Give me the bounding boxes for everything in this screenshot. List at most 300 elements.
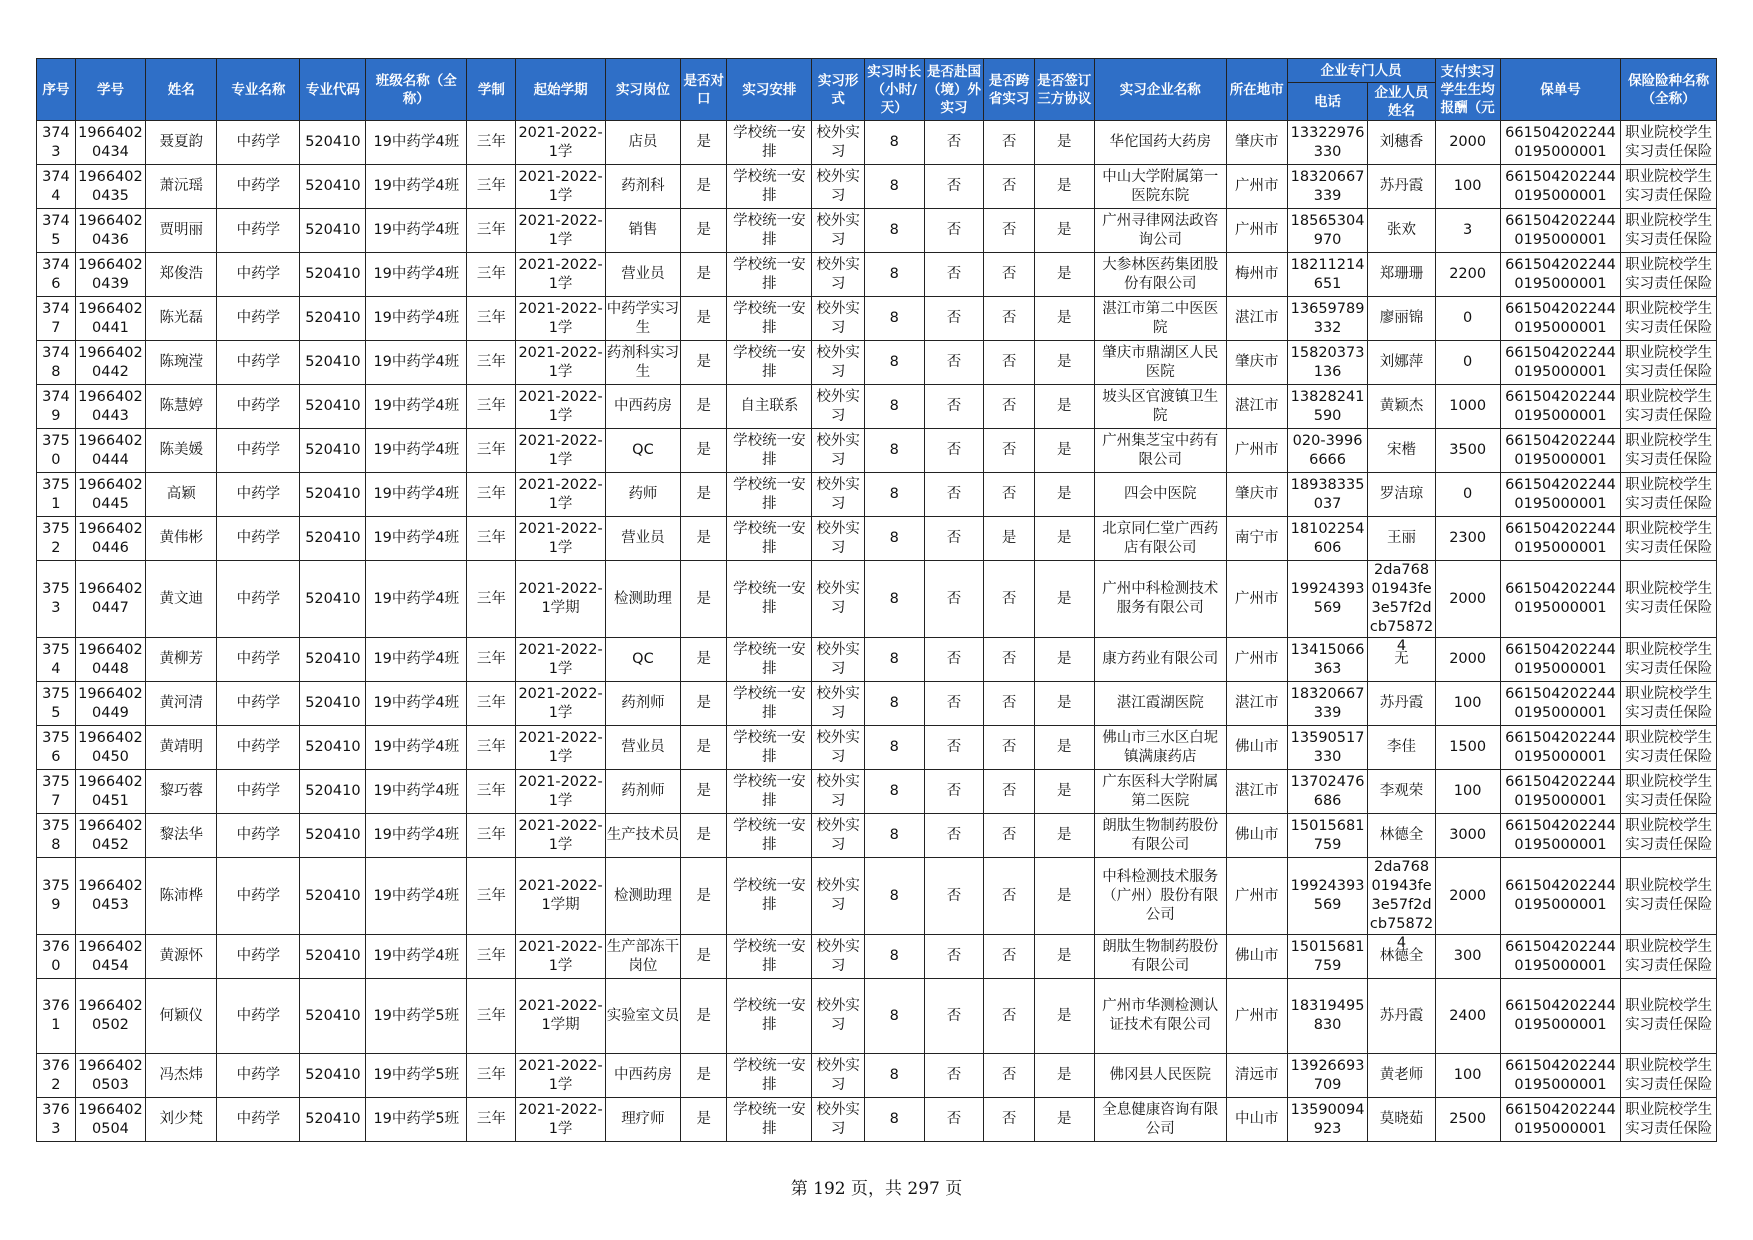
cell-text: 2021-2022-1学 <box>518 432 603 468</box>
cell-sid <box>75 165 145 209</box>
cell-text: 19中药学4班 <box>373 486 460 502</box>
cell-pay <box>1435 473 1500 517</box>
cell-text: 520410 <box>305 651 361 667</box>
cell-phone <box>1287 935 1368 979</box>
header-student-id: 学号 <box>75 59 145 121</box>
cell-policy <box>1500 1098 1621 1142</box>
header-tripartite: 是否签订三方协议 <box>1034 59 1094 121</box>
cell-text: 6615042022440195000001 <box>1505 998 1616 1033</box>
cell-text: 19中药学4班 <box>373 827 460 843</box>
cell-text: 职业院校学生实习责任保险 <box>1625 344 1713 380</box>
cell-major <box>217 726 300 770</box>
cell-text: 是 <box>1056 486 1072 502</box>
cell-company <box>1094 517 1226 561</box>
header-name: 姓名 <box>146 59 217 121</box>
cell-text: 店员 <box>628 134 658 150</box>
cell-text: 6615042022440195000001 <box>1505 773 1616 809</box>
cell-sid <box>75 121 145 165</box>
cell-text: 3745 <box>42 212 70 248</box>
header-duration: 学制 <box>467 59 516 121</box>
cell-text: 19924393569 <box>1290 878 1365 913</box>
cell-text: 否 <box>946 887 962 904</box>
cell-text: 是 <box>1056 1111 1072 1127</box>
cell-form <box>812 341 864 385</box>
cell-text: 朗肽生物制药股份有限公司 <box>1102 817 1219 853</box>
cell-text: 药剂师 <box>621 695 665 711</box>
cell-text: 否 <box>946 222 962 238</box>
cell-text: 黄颖杰 <box>1379 398 1424 414</box>
cell-form <box>812 814 864 858</box>
cell-text: 否 <box>946 651 962 667</box>
cell-form <box>812 979 864 1054</box>
cell-start <box>516 1054 605 1098</box>
cell-code <box>300 814 366 858</box>
cell-sid <box>75 726 145 770</box>
header-company: 实习企业名称 <box>1094 59 1226 121</box>
cell-text: 6615042022440195000001 <box>1505 685 1616 721</box>
cell-pay <box>1435 682 1500 726</box>
cell-text: 三年 <box>476 222 506 238</box>
cell-major <box>217 682 300 726</box>
cell-name <box>146 1054 217 1098</box>
cell-text: 全息健康咨询有限公司 <box>1102 1101 1219 1137</box>
cell-sid <box>75 935 145 979</box>
cell-duration <box>467 429 516 473</box>
cell-text: 是 <box>696 530 712 546</box>
cell-class <box>366 121 467 165</box>
cell-text: 520410 <box>305 887 361 904</box>
cell-text: 广州中科检测技术服务有限公司 <box>1102 581 1219 616</box>
cell-text: 8 <box>889 178 899 194</box>
table-row <box>37 858 1717 935</box>
cell-text: 中药学 <box>236 178 281 194</box>
cell-text: 职业院校学生实习责任保险 <box>1625 581 1713 616</box>
cell-staff <box>1368 1054 1435 1098</box>
cell-post <box>605 209 681 253</box>
cell-text: 6615042022440195000001 <box>1505 729 1616 765</box>
cell-duration <box>467 297 516 341</box>
cell-abroad <box>924 935 984 979</box>
cell-text: 职业院校学生实习责任保险 <box>1625 938 1713 974</box>
cell-text: 2021-2022-1学 <box>518 168 603 204</box>
cell-class <box>366 979 467 1054</box>
cell-cross <box>984 385 1034 429</box>
cell-text: 3744 <box>42 168 70 204</box>
cell-city <box>1226 682 1287 726</box>
header-phone: 电话 <box>1287 83 1368 121</box>
cell-text: 否 <box>946 695 962 711</box>
cell-text: 是 <box>1056 398 1072 414</box>
cell-text: 中药学 <box>236 310 281 326</box>
cell-code <box>300 253 366 297</box>
cell-text: 19924393569 <box>1290 581 1365 616</box>
cell-tri <box>1034 429 1094 473</box>
cell-text: 是 <box>696 739 712 755</box>
cell-sid <box>75 385 145 429</box>
cell-sid <box>75 858 145 935</box>
cell-text: 2021-2022-1学 <box>518 388 603 424</box>
cell-text: 3748 <box>42 344 70 380</box>
cell-sid <box>75 638 145 682</box>
cell-text: 6615042022440195000001 <box>1505 581 1616 616</box>
cell-text: 中药学 <box>236 1111 281 1127</box>
cell-text: 3757 <box>42 773 70 809</box>
cell-cross <box>984 1054 1034 1098</box>
cell-city <box>1226 429 1287 473</box>
cell-text: 6615042022440195000001 <box>1505 344 1616 380</box>
cell-text: 520410 <box>305 486 361 502</box>
cell-arrange <box>727 121 812 165</box>
cell-start <box>516 561 605 638</box>
cell-arrange <box>727 726 812 770</box>
cell-city <box>1226 341 1287 385</box>
cell-text: 是 <box>1056 695 1072 711</box>
cell-text: 校外实习 <box>816 344 860 380</box>
cell-post <box>605 770 681 814</box>
cell-hours <box>864 473 924 517</box>
cell-text: 职业院校学生实习责任保险 <box>1625 641 1713 677</box>
table-row <box>37 517 1717 561</box>
cell-form <box>812 297 864 341</box>
cell-text: 13590094923 <box>1290 1101 1365 1137</box>
cell-post <box>605 979 681 1054</box>
cell-phone <box>1287 165 1368 209</box>
cell-code <box>300 770 366 814</box>
cell-text: 中药学 <box>236 486 281 502</box>
cell-text: 2021-2022-1学期 <box>518 878 603 913</box>
cell-text: 19664020450 <box>78 729 143 765</box>
cell-name <box>146 561 217 638</box>
cell-tri <box>1034 165 1094 209</box>
cell-text: 6615042022440195000001 <box>1505 432 1616 468</box>
cell-code <box>300 121 366 165</box>
cell-major <box>217 473 300 517</box>
cell-text: 是 <box>696 887 712 904</box>
cell-text: 否 <box>946 783 962 799</box>
cell-policy <box>1500 1054 1621 1098</box>
cell-text: 是 <box>1056 739 1072 755</box>
cell-text: 是 <box>1056 783 1072 799</box>
cell-text: 3763 <box>42 1101 70 1137</box>
cell-policy <box>1500 638 1621 682</box>
cell-cross <box>984 770 1034 814</box>
cell-form <box>812 1098 864 1142</box>
cell-seq <box>37 979 76 1054</box>
cell-text: 2021-2022-1学 <box>518 520 603 556</box>
cell-text: 2021-2022-1学 <box>518 641 603 677</box>
cell-match <box>681 726 727 770</box>
cell-code <box>300 682 366 726</box>
cell-cross <box>984 682 1034 726</box>
cell-text: 19664020503 <box>78 1057 143 1093</box>
cell-hours <box>864 429 924 473</box>
header-city: 所在地市 <box>1226 59 1287 121</box>
cell-sid <box>75 517 145 561</box>
cell-text: 黄老师 <box>1379 1067 1424 1083</box>
cell-duration <box>467 121 516 165</box>
cell-match <box>681 385 727 429</box>
cell-phone <box>1287 561 1368 638</box>
cell-text: 520410 <box>305 590 361 607</box>
cell-seq <box>37 561 76 638</box>
cell-cross <box>984 726 1034 770</box>
cell-name <box>146 121 217 165</box>
cell-text: 湛江市 <box>1234 783 1279 799</box>
cell-name <box>146 1098 217 1142</box>
cell-text: 学校统一安排 <box>733 520 806 556</box>
cell-text: 2021-2022-1学期 <box>518 998 603 1033</box>
cell-duration <box>467 165 516 209</box>
cell-text: 否 <box>1001 695 1017 711</box>
cell-seq <box>37 121 76 165</box>
cell-text: 广州集芝宝中药有限公司 <box>1102 432 1219 468</box>
cell-company <box>1094 814 1226 858</box>
cell-text: 职业院校学生实习责任保险 <box>1625 998 1713 1033</box>
cell-city <box>1226 814 1287 858</box>
cell-abroad <box>924 297 984 341</box>
cell-seq <box>37 209 76 253</box>
cell-major <box>217 121 300 165</box>
cell-text: 3751 <box>42 476 70 512</box>
cell-text: 8 <box>889 590 899 607</box>
cell-text: 三年 <box>476 178 506 194</box>
cell-text: 否 <box>1001 887 1017 904</box>
cell-text: 是 <box>696 783 712 799</box>
cell-staff <box>1368 385 1435 429</box>
cell-text: 520410 <box>305 739 361 755</box>
table-row <box>37 935 1717 979</box>
cell-staff <box>1368 682 1435 726</box>
cell-text: 无 <box>1394 651 1409 667</box>
cell-name <box>146 209 217 253</box>
cell-text: 校外实习 <box>816 388 860 424</box>
cell-text: 否 <box>946 1007 962 1024</box>
cell-text: 朗肽生物制药股份有限公司 <box>1102 938 1219 974</box>
table-row <box>37 979 1717 1054</box>
cell-text: 康方药业有限公司 <box>1102 651 1219 667</box>
cell-abroad <box>924 726 984 770</box>
cell-code <box>300 429 366 473</box>
cell-tri <box>1034 1054 1094 1098</box>
cell-text: 8 <box>889 887 899 904</box>
cell-text: 陈慧婷 <box>159 398 204 414</box>
cell-abroad <box>924 1098 984 1142</box>
cell-pay <box>1435 165 1500 209</box>
cell-policy <box>1500 561 1621 638</box>
cell-text: 职业院校学生实习责任保险 <box>1625 168 1713 204</box>
cell-cross <box>984 858 1034 935</box>
cell-abroad <box>924 1054 984 1098</box>
cell-text: 南宁市 <box>1234 530 1279 546</box>
cell-duration <box>467 253 516 297</box>
cell-text: 15015681759 <box>1290 817 1365 853</box>
cell-text: 300 <box>1453 948 1482 964</box>
cell-text: 520410 <box>305 695 361 711</box>
cell-post <box>605 253 681 297</box>
cell-text: 学校统一安排 <box>733 256 806 292</box>
cell-text: 学校统一安排 <box>733 300 806 336</box>
cell-text: 实验室文员 <box>606 1007 680 1024</box>
cell-text: 否 <box>1001 590 1017 607</box>
cell-text: 520410 <box>305 222 361 238</box>
cell-text: 否 <box>946 442 962 458</box>
table-body <box>37 121 1717 1142</box>
cell-insurance <box>1621 638 1717 682</box>
cell-text: 2000 <box>1449 590 1487 607</box>
cell-text: 学校统一安排 <box>733 476 806 512</box>
cell-class <box>366 770 467 814</box>
cell-text: 佛山市三水区白坭镇满康药店 <box>1102 729 1219 765</box>
cell-code <box>300 1054 366 1098</box>
cell-abroad <box>924 858 984 935</box>
cell-text: 6615042022440195000001 <box>1505 476 1616 512</box>
cell-text: 否 <box>1001 739 1017 755</box>
cell-text: 是 <box>696 827 712 843</box>
cell-form <box>812 253 864 297</box>
cell-tri <box>1034 121 1094 165</box>
cell-text: 15820373136 <box>1290 344 1365 380</box>
cell-match <box>681 979 727 1054</box>
cell-text: 佛山市 <box>1234 948 1279 964</box>
cell-tri <box>1034 770 1094 814</box>
table-row <box>37 1054 1717 1098</box>
cell-text: 19中药学4班 <box>373 695 460 711</box>
cell-text: 6615042022440195000001 <box>1505 641 1616 677</box>
cell-company <box>1094 858 1226 935</box>
cell-duration <box>467 858 516 935</box>
cell-text: 贾明丽 <box>159 222 204 238</box>
cell-post <box>605 385 681 429</box>
cell-text: 李观荣 <box>1379 783 1424 799</box>
cell-text: 3746 <box>42 256 70 292</box>
cell-form <box>812 165 864 209</box>
cell-text: 陈美媛 <box>159 442 204 458</box>
cell-text: 学校统一安排 <box>733 581 806 616</box>
cell-text: 2000 <box>1449 651 1487 667</box>
cell-text: 2200 <box>1449 266 1487 282</box>
cell-text: 职业院校学生实习责任保险 <box>1625 1057 1713 1093</box>
cell-text: 三年 <box>476 948 506 964</box>
cell-text: 13926693709 <box>1290 1057 1365 1093</box>
table-row <box>37 561 1717 638</box>
cell-city <box>1226 473 1287 517</box>
cell-text: 三年 <box>476 695 506 711</box>
cell-text: 职业院校学生实习责任保险 <box>1625 256 1713 292</box>
cell-text: 19中药学4班 <box>373 310 460 326</box>
cell-policy <box>1500 297 1621 341</box>
cell-policy <box>1500 770 1621 814</box>
cell-pay <box>1435 253 1500 297</box>
cell-text: 2021-2022-1学 <box>518 773 603 809</box>
cell-text: 020-39966666 <box>1292 432 1363 468</box>
cell-text: 19664020448 <box>78 641 143 677</box>
cell-insurance <box>1621 561 1717 638</box>
cell-text: 清远市 <box>1234 1067 1279 1083</box>
cell-cross <box>984 165 1034 209</box>
cell-name <box>146 770 217 814</box>
cell-seq <box>37 385 76 429</box>
cell-text: 8 <box>889 222 899 238</box>
cell-text: 6615042022440195000001 <box>1505 124 1616 160</box>
cell-cross <box>984 1098 1034 1142</box>
cell-duration <box>467 979 516 1054</box>
cell-text: 19中药学4班 <box>373 783 460 799</box>
cell-class <box>366 517 467 561</box>
cell-duration <box>467 814 516 858</box>
cell-city <box>1226 297 1287 341</box>
cell-hours <box>864 638 924 682</box>
table-row <box>37 209 1717 253</box>
cell-city <box>1226 770 1287 814</box>
cell-form <box>812 517 864 561</box>
cell-pay <box>1435 726 1500 770</box>
cell-major <box>217 561 300 638</box>
cell-phone <box>1287 979 1368 1054</box>
cell-text: 张欢 <box>1387 222 1417 238</box>
cell-text: 0 <box>1463 486 1473 502</box>
cell-seq <box>37 1098 76 1142</box>
cell-text: 生产技术员 <box>606 827 680 843</box>
cell-text: 三年 <box>476 442 506 458</box>
cell-post <box>605 517 681 561</box>
cell-start <box>516 935 605 979</box>
cell-hours <box>864 682 924 726</box>
cell-text: 校外实习 <box>816 998 860 1033</box>
cell-phone <box>1287 517 1368 561</box>
cell-text: 是 <box>1056 222 1072 238</box>
cell-text: 是 <box>696 178 712 194</box>
cell-text: 19664020443 <box>78 388 143 424</box>
cell-company <box>1094 121 1226 165</box>
cell-text: 罗洁琼 <box>1379 486 1424 502</box>
cell-sid <box>75 473 145 517</box>
cell-text: 高颖 <box>166 486 196 502</box>
cell-text: 否 <box>1001 442 1017 458</box>
cell-staff <box>1368 473 1435 517</box>
cell-insurance <box>1621 814 1717 858</box>
cell-text: 校外实习 <box>816 476 860 512</box>
cell-text: 3754 <box>42 641 70 677</box>
cell-text: 否 <box>1001 310 1017 326</box>
cell-text: 19中药学5班 <box>373 1067 460 1083</box>
cell-text: 中药学 <box>236 783 281 799</box>
cell-text: 19664020441 <box>78 300 143 336</box>
cell-seq <box>37 165 76 209</box>
cell-major <box>217 385 300 429</box>
cell-insurance <box>1621 165 1717 209</box>
cell-insurance <box>1621 297 1717 341</box>
cell-policy <box>1500 979 1621 1054</box>
cell-class <box>366 209 467 253</box>
cell-text: 林德全 <box>1379 948 1424 964</box>
cell-text: 是 <box>1001 530 1017 546</box>
cell-seq <box>37 770 76 814</box>
cell-text: 学校统一安排 <box>733 878 806 913</box>
cell-name <box>146 253 217 297</box>
cell-text: 18320667339 <box>1290 685 1365 721</box>
cell-text: 否 <box>1001 266 1017 282</box>
cell-text: 三年 <box>476 530 506 546</box>
cell-text: 2021-2022-1学期 <box>518 581 603 616</box>
cell-text: 否 <box>1001 134 1017 150</box>
cell-seq <box>37 682 76 726</box>
cell-policy <box>1500 165 1621 209</box>
cell-text: 郑俊浩 <box>159 266 204 282</box>
cell-text: 100 <box>1453 783 1482 799</box>
cell-text: 8 <box>889 827 899 843</box>
cell-text: 2021-2022-1学 <box>518 344 603 380</box>
cell-text: 3750 <box>42 432 70 468</box>
